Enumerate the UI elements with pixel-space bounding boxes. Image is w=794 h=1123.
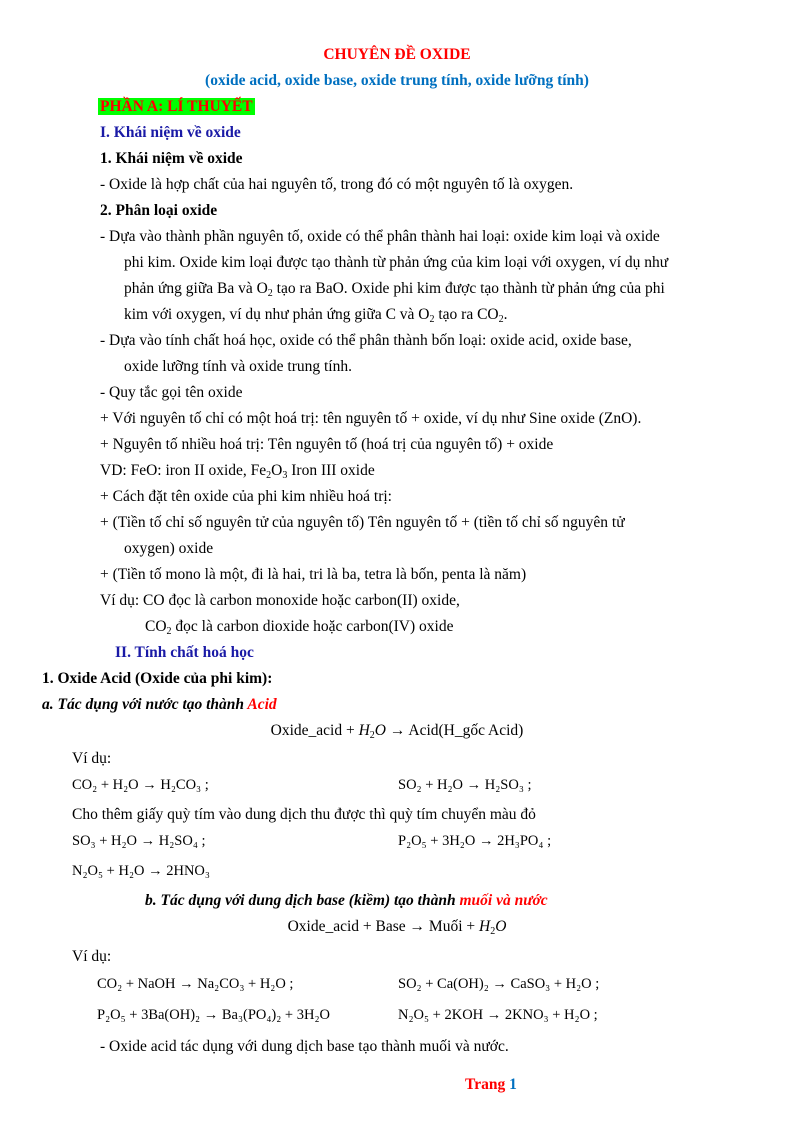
text-segment: . [503, 306, 508, 323]
text-segment: H [479, 918, 491, 935]
naming-example-1: Ví dụ: CO đọc là carbon monoxide hoặc carbon(II) oxide, [100, 592, 460, 609]
document-subtitle: (oxide acid, oxide base, oxide trung tính, oxide lưỡng tính) [205, 72, 589, 89]
text-segment: O [374, 722, 386, 739]
subscript: 2 [490, 926, 496, 937]
naming-rule-4-line-2: oxygen) oxide [124, 540, 214, 557]
equation-1-right: SO₂ + H₂O → H₂SO₃ ; [398, 777, 532, 793]
subscript: 2 [267, 288, 273, 299]
section-1-heading: I. Khái niệm về oxide [100, 124, 241, 141]
equation-5-right: N₂O₅ + 2KOH → 2KNO₃ + H₂O ; [398, 1007, 598, 1023]
section-2-heading: II. Tính chất hoá học [115, 644, 254, 661]
example-label-2: Ví dụ: [72, 948, 112, 965]
general-equation-a [0, 722, 794, 740]
oxide-acid-heading: 1. Oxide Acid (Oxide của phi kim): [42, 670, 273, 687]
text-segment: tạo ra CO [434, 306, 499, 323]
text-segment: b. Tác dụng với dung dịch base (kiềm) tạo thành [145, 892, 460, 909]
definition-text: - Oxide là hợp chất của hai nguyên tố, trong đó có một nguyên tố là oxygen. [100, 176, 574, 193]
text-segment: đọc là carbon dioxide hoặc carbon(IV) oxide [171, 618, 454, 635]
classification-line-1: - Dựa vào thành phần nguyên tố, oxide có thể phân thành hai loại: oxide kim loại và oxide [100, 228, 660, 245]
subscript: 2 [498, 314, 504, 325]
classification-line-2: phi kim. Oxide kim loại được tạo thành từ phản ứng của kim loại với oxygen, ví dụ như [124, 254, 669, 271]
subscript: 2 [369, 730, 375, 741]
subsection-2-heading: 2. Phân loại oxide [100, 202, 218, 219]
reaction-a-heading [42, 696, 277, 714]
equation-4-right: SO₂ + Ca(OH)₂ → CaSO₃ + H₂O ; [398, 976, 600, 992]
highlight-text: muối và nước [459, 892, 548, 909]
footer-label: Trang [465, 1076, 506, 1093]
subscript: 3 [282, 470, 288, 481]
text-segment: VD: FeO: iron II oxide, Fe [100, 462, 267, 479]
text-segment: → Acid(H_gốc Acid) [386, 722, 524, 739]
naming-rule-heading: - Quy tắc gọi tên oxide [100, 384, 243, 401]
subscript: 2 [166, 626, 172, 637]
text-segment: Oxide_acid + Base → Muối + [287, 918, 479, 935]
naming-rule-3: + Cách đặt tên oxide của phi kim nhiều hoá trị: [100, 488, 392, 505]
equation-3-left: N₂O₅ + H₂O → 2HNO₃ [72, 863, 210, 879]
subscript: 2 [266, 470, 272, 481]
text-segment: a. Tác dụng với nước tạo thành [42, 696, 248, 713]
classification2-line-2: oxide lưỡng tính và oxide trung tính. [124, 358, 352, 375]
text-segment: H [358, 722, 370, 739]
naming-example-2 [145, 618, 453, 636]
naming-rule-4-line-1: + (Tiền tố chỉ số nguyên tử của nguyên tố) Tên nguyên tố + (tiền tố chỉ số nguyên tử [100, 514, 625, 531]
page-footer [465, 1076, 517, 1094]
naming-rule-1: + Với nguyên tố chỉ có một hoá trị: tên nguyên tố + oxide, ví dụ như Sine oxide (ZnO). [100, 410, 642, 427]
part-a-heading [98, 98, 255, 116]
text-segment: O [271, 462, 283, 479]
classification-line-4 [124, 306, 508, 324]
classification2-line-1: - Dựa vào tính chất hoá học, oxide có thể phân thành bốn loại: oxide acid, oxide base, [100, 332, 632, 349]
classification-line-3 [124, 280, 665, 298]
example-label-1: Ví dụ: [72, 750, 112, 767]
text-segment: CO [145, 618, 167, 635]
text-segment: tạo ra BaO. Oxide phi kim được tạo thành từ phản ứng của phi [272, 280, 665, 297]
reaction-b-heading [145, 892, 548, 910]
general-equation-b [0, 918, 794, 936]
text-segment: Oxide_acid + [270, 722, 359, 739]
naming-rule-2: + Nguyên tố nhiều hoá trị: Tên nguyên tố (hoá trị của nguyên tố) + oxide [100, 436, 554, 453]
conclusion-text: - Oxide acid tác dụng với dung dịch base tạo thành muối và nước. [100, 1038, 509, 1055]
equation-2-right: P₂O₅ + 3H₂O → 2H₃PO₄ ; [398, 833, 552, 849]
equation-1-left: CO₂ + H₂O → H₂CO₃ ; [72, 777, 209, 793]
equation-2-left: SO₃ + H₂O → H₂SO₄ ; [72, 833, 206, 849]
subsection-1-heading: 1. Khái niệm về oxide [100, 150, 243, 167]
equation-4-left: CO₂ + NaOH → Na₂CO₃ + H₂O ; [97, 976, 294, 992]
text-segment: kim với oxygen, ví dụ như phản ứng giữa C và O [124, 306, 430, 323]
naming-rule-5: + (Tiền tố mono là một, đi là hai, tri là ba, tetra là bốn, penta là năm) [100, 566, 527, 583]
litmus-note: Cho thêm giấy quỳ tím vào dung dịch thu được thì quỳ tím chuyển màu đỏ [72, 806, 536, 823]
text-segment: O [495, 918, 507, 935]
highlight-text: Acid [247, 696, 277, 713]
page-number: 1 [509, 1076, 517, 1093]
subscript: 2 [429, 314, 435, 325]
equation-5-left: P₂O₅ + 3Ba(OH)₂ → Ba₃(PO₄)₂ + 3H₂O [97, 1007, 330, 1023]
document-title: CHUYÊN ĐỀ OXIDE [323, 46, 471, 63]
naming-example [100, 462, 375, 480]
text-segment: Iron III oxide [287, 462, 375, 479]
part-a-label: PHẦN A: LÍ THUYẾT [100, 98, 253, 115]
text-segment: phản ứng giữa Ba và O [124, 280, 268, 297]
